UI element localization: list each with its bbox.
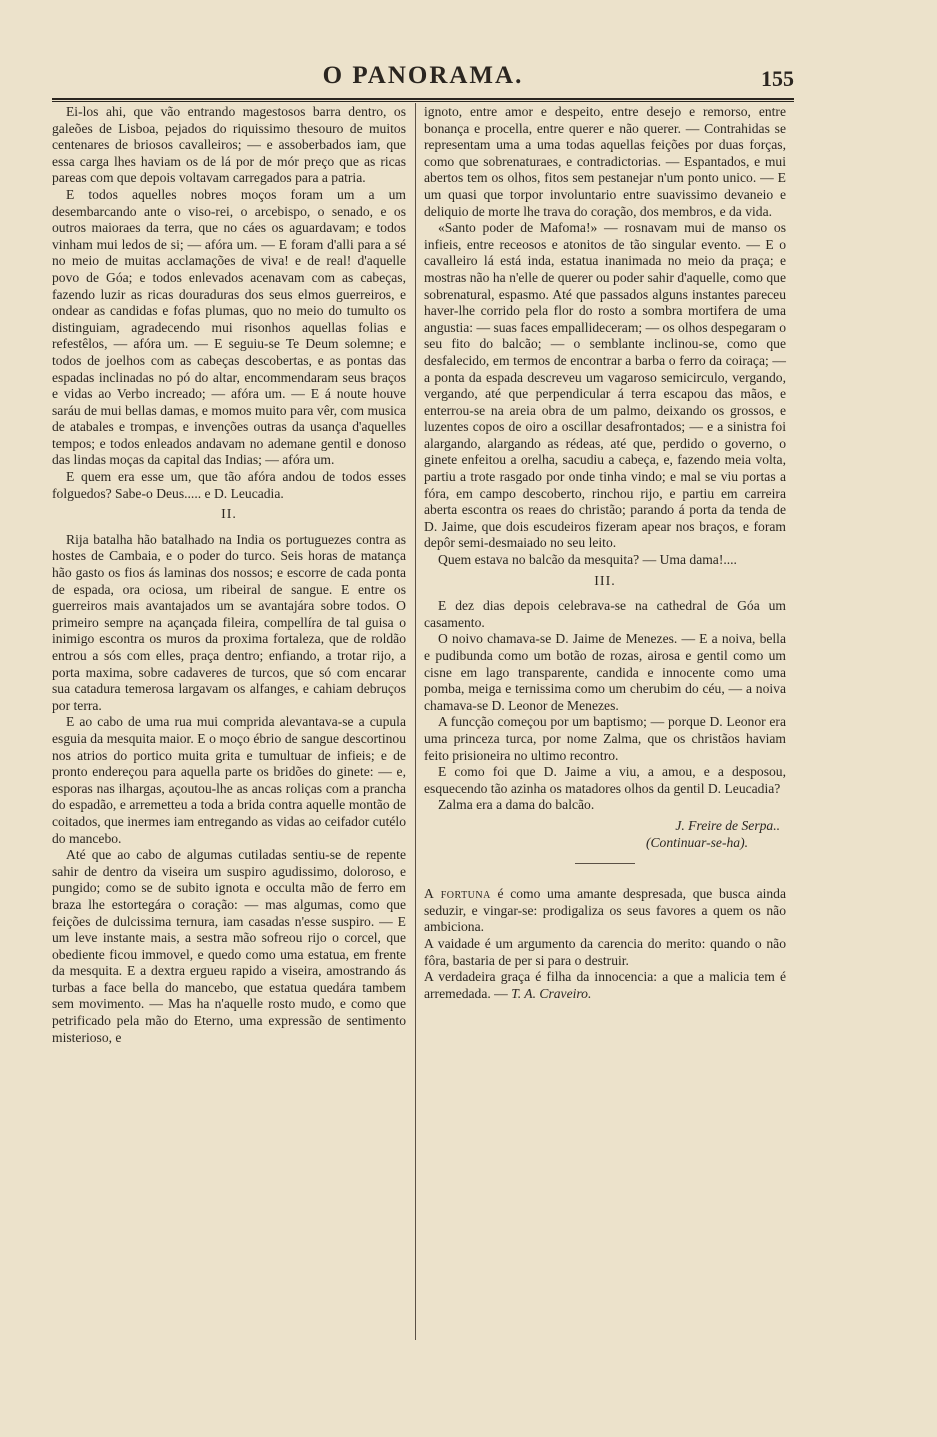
maxim-vaidade: A vaidade é um argumento da carencia do merito: quando o não fôra, bastaria de per si para o destruir. <box>424 935 786 968</box>
paragraph: A funcção começou por um baptismo; — porque D. Leonor era uma princeza turca, por nome Zalma, que os christãos haviam feito prisioneira no ultimo recontro. <box>424 714 786 763</box>
maxim-text: é como uma amante despresada, que busca ainda seduzir, e vingar-se: prodigaliza os seus favores a quem os não ambiciona. <box>424 886 787 935</box>
maxim-text: A verdadeira graça é filha da innocencia: a que a malicia tem é arremedada. — <box>424 969 786 1001</box>
paragraph: E quem era esse um, que tão afóra andou de todos esses folguedos? Sabe-o Deus..... e D. Leucadia. <box>52 469 406 501</box>
maxim-lead: A fortuna <box>424 886 491 902</box>
paragraph: E ao cabo de uma rua mui comprida alevantava-se a cupula esguia da mesquita maior. E o moço ébrio de sangue descortinou nos atrios do portico muita grita e tumultuar de infieis; e de pronto endereçou para aquella parte os bridões do ginete: — e, esporas nas ilhargas, açoutou-lhe as ancas roliças com a prancha do espadão, e arremetteu a toda a brida contra aquelle montão de coitados, que inermes iam entregando as vidas ao ceifador cutélo do mancebo. <box>52 714 406 846</box>
paragraph: Rija batalha hão batalhado na India os portuguezes contra as hostes de Cambaia, e o poder do turco. Seis horas de matança hão gasto os fios ás laminas dos nossos; e escorre de cada ponta de espada, ora ociosa, um ribeiral de sangue. E entre os guerreiros mais avantajados um se avantajára sobre todos. O primeiro sempre na açançada fileira, compellíra de tal guisa o inimigo escontra os muros da proxima fortaleza, que de roldão entrou a sós com elles, praça dentro; enfiando, a trotar rijo, a porta maxima, sobre cadaveres de turcos, que só com encarar sua catadura temerosa largavam os alfanges, e cahiam debruços por terra. <box>52 531 406 713</box>
section-heading: II. <box>221 507 237 523</box>
continuation-note: (Continuar-se-ha). <box>645 834 748 850</box>
paragraph: E dez dias depois celebrava-se na cathedral de Góa um casamento. <box>424 598 786 630</box>
paragraph: Zalma era a dama do balcão. <box>438 797 595 813</box>
maxim-fortuna <box>424 886 786 936</box>
section-heading: III. <box>594 573 616 589</box>
left-column <box>52 104 406 1046</box>
right-column <box>424 104 786 1002</box>
column-divider <box>415 103 416 1340</box>
separator-rule <box>575 863 635 864</box>
header-rule <box>52 98 794 102</box>
paragraph: E como foi que D. Jaime a viu, a amou, e a desposou, esquecendo tão azinha os matadores olhos da gentil D. Leucadia? <box>424 764 786 796</box>
maxim-graca <box>424 969 786 1002</box>
maxim-author: T. A. Craveiro. <box>511 985 592 1001</box>
page-header <box>52 58 794 100</box>
author-signature: J. Freire de Serpa.. <box>675 817 780 833</box>
paragraph: Quem estava no balcão da mesquita? — Uma dama!.... <box>438 552 737 568</box>
paragraph: ignoto, entre amor e despeito, entre desejo e remorso, entre bonança e procella, entre querer e não querer. — Contrahidas se representam uma a uma todas aquellas feições por duas forças, como que sobrenaturaes, e contradictorias. — Espantados, e mui abertos tem os olhos, fitos sem pestanejar n'um ponto unico. — E um quasi que torpor involuntario entre suavissimo devaneio e deliquio de morte lhe trava do coração, dos membros, e da vida. <box>424 104 786 219</box>
paragraph: Ei-los ahi, que vão entrando magestosos barra dentro, os galeões de Lisboa, pejados do riquissimo thesouro de muitos centenares de briosos cavalleiros; — e assoberbados iam, que essa carga lhes haviam os de lá por de mór preço que as ricas pareas com que depois voltavam carregados para a patria. <box>52 104 406 186</box>
running-title: O PANORAMA. <box>322 62 524 89</box>
paragraph: «Santo poder de Mafoma!» — rosnavam mui de manso os infieis, entre receosos e atonitos de tão singular evento. — E o cavalleiro lá está inda, estatua inanimada no meio da praça; e mostras não ha n'elle de querer ou poder sahir d'aquelle, como que sobrenatural, espasmo. Até que passados alguns instantes pareceu haver-lhe corrido pela flor do rosto a sombra mortifera de uma angustia: — suas faces empallideceram; — os olhos despegaram o seu fito do balcão; — o semblante inclinou-se, como que desfalecido, em termos de encontrar a barba o ferro da coiraça; — a ponta da espada descreveu um vagaroso semicirculo, vergando, vergando, até que perpendicular á terra escapou das mãos, e enterrou-se na areia obra de um palmo, deixando os grossos, e luzentes copos de oiro a oscillar desafrontados; — e a sinistra foi alargando, alargando as rédeas, até que, perdido o governo, o ginete enfeitou a orelha, sacudiu a cabeça, e, fazendo meia volta, partiu a trote rasgado por onde tinha vindo; e mal se viu portas a fóra, em campo descoberto, rinchou rijo, e partiu em carreira aberta escontra os reaes do christão; parando á porta da tenda de D. Jaime, que dois escudeiros fizeram apear nos braços, e foram depôr semi-desmaiado no seu leito. <box>424 220 787 551</box>
page-number: 155 <box>761 66 794 91</box>
paragraph: O noivo chamava-se D. Jaime de Menezes. — E a noiva, bella e pudibunda como um botão de rozas, airosa e gentil como um cisne em lago transparente, candida e innocente como uma pomba, meiga e ternissima como um cherubim do céu, — a noiva chamava-se D. Leonor de Menezes. <box>424 631 786 713</box>
paragraph: Até que ao cabo de algumas cutiladas sentiu-se de repente sahir de dentro da viseira um suspiro agudissimo, doloroso, e pungido; como se de subito ignota e occulta mão de ferro em braza lhe estortegára o coração: — mas algumas, como que feições de dulcissima ternura, iam casadas n'esse suspiro. — E um leve instante mais, a sestra mão sofreou rijo o corcel, que obediente ficou immovel, e quedo como uma estatua, em frente da mesquita. E a dextra ergueu rapido a viseira, amostrando ás turbas a face bella do mancebo, que estatua quedára tambem sem movimento. — Mas ha n'aquelle rosto mudo, e como que petrificado pela mão do Eterno, uma expressão de sentimento misterioso, e <box>52 847 406 1045</box>
paragraph: E todos aquelles nobres moços foram um a um desembarcando ante o viso-rei, o arcebispo, o senado, e os outros maioraes da terra, que no cáes os aguardavam; e todos vinham mui ledos de si; — afóra um. — E foram d'alli para a sé no meio de muitas acclamações de viva! e de real! d'aquelle povo de Góa; e todos enlevados acenavam com as cabeças, fazendo luzir as ricas douraduras dos seus elmos guerreiros, e ondear as candidas e fofas plumas, quo no meio do tumulto os distinguiam, agradecendo mui risonhos aquellas folias e refestêlos, — afóra um. — E seguiu-se Te Deum solemne; e todos de joelhos com as cabeças descobertas, e as pontas das espadas inclinadas no pó do altar, encommendaram seus braços e vidas ao Verbo increado; — afóra um. — E á noute houve saráu de mui bellas damas, e momos muito para vêr, com musica de atabales e trompas, e invenções outras da usança d'aquelles tempos; e todos enleados andavam no ademane gentil e donoso das lindas moças da capital das Indias; — afóra um. <box>52 186 406 468</box>
